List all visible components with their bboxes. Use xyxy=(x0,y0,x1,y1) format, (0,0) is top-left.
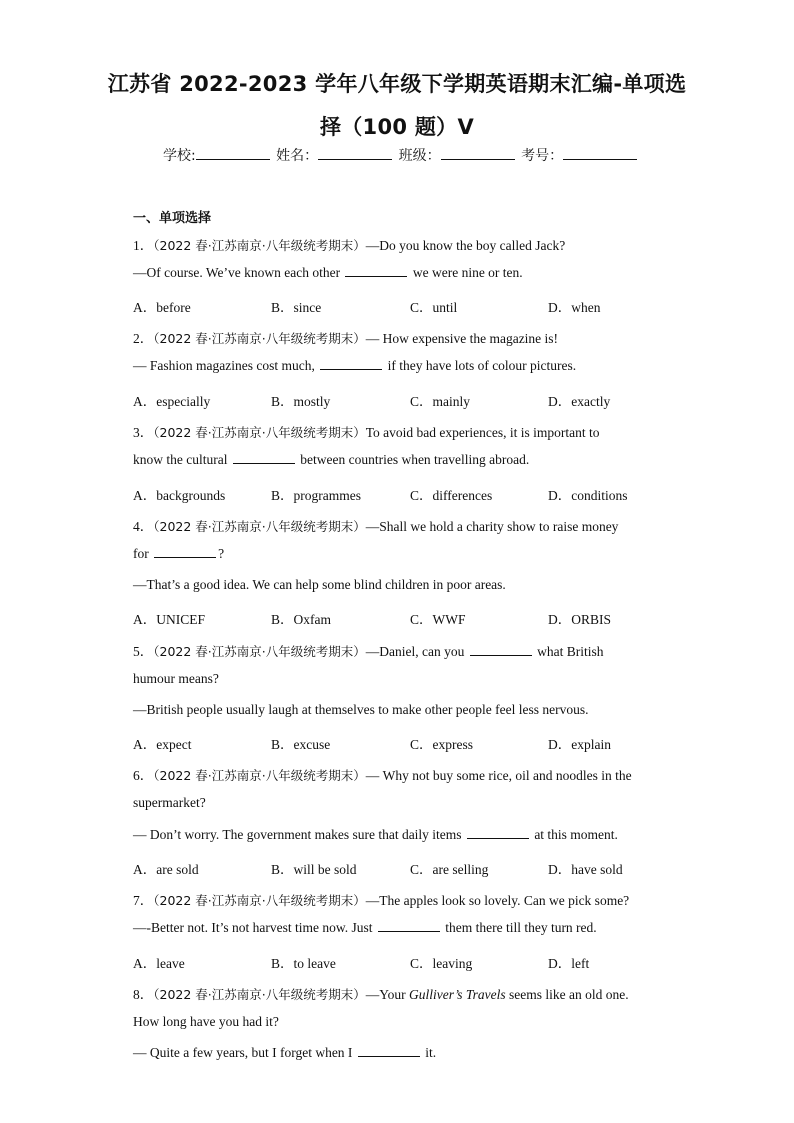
option-d[interactable]: D．explain xyxy=(548,737,611,752)
option-a[interactable]: A．are sold xyxy=(133,862,199,877)
document-title-line1: 江苏省 2022-2023 学年八年级下学期英语期末汇编-单项选 xyxy=(107,72,687,96)
question-3-line2: know the cultural between countries when travelling abroad. xyxy=(133,452,530,467)
document-title-line2: 择（100 题）V xyxy=(319,115,475,139)
school-blank[interactable] xyxy=(196,147,270,160)
answer-blank[interactable] xyxy=(345,265,407,277)
book-title: Gulliver’s Travels xyxy=(409,987,506,1002)
question-7-line2: —-Better not. It’s not harvest time now. Just them there till they turn red. xyxy=(133,920,597,935)
option-a[interactable]: A．expect xyxy=(133,737,192,752)
answer-blank[interactable] xyxy=(233,452,295,464)
option-a[interactable]: A．especially xyxy=(133,394,211,409)
answer-blank[interactable] xyxy=(378,920,440,932)
option-b[interactable]: B．excuse xyxy=(271,737,331,752)
option-c[interactable]: C．until xyxy=(410,300,458,315)
option-d[interactable]: D．conditions xyxy=(548,488,628,503)
option-c[interactable]: C．differences xyxy=(410,488,493,503)
option-c[interactable]: C．leaving xyxy=(410,956,473,971)
option-d[interactable]: D．when xyxy=(548,300,601,315)
option-a[interactable]: A．leave xyxy=(133,956,185,971)
answer-blank[interactable] xyxy=(470,644,532,656)
option-b[interactable]: B．mostly xyxy=(271,394,331,409)
option-a[interactable]: A．before xyxy=(133,300,191,315)
class-blank[interactable] xyxy=(441,147,515,160)
option-b[interactable]: B．to leave xyxy=(271,956,336,971)
school-label: 学校: xyxy=(163,148,196,164)
number-blank[interactable] xyxy=(563,147,637,160)
question-8-line3: — Quite a few years, but I forget when I it. xyxy=(133,1045,437,1060)
student-info-row xyxy=(163,145,639,165)
option-c[interactable]: C．mainly xyxy=(410,394,470,409)
number-label: 考号： xyxy=(521,148,564,164)
class-label: 班级： xyxy=(398,148,441,164)
question-5-line3: —British people usually laugh at themselves to make other people feel less nervous. xyxy=(133,702,589,717)
option-c[interactable]: C．WWF xyxy=(410,612,466,627)
section-title: 一、单项选择 xyxy=(133,211,212,226)
answer-blank[interactable] xyxy=(467,827,529,839)
question-3-stem: 3．（2022 春·江苏南京·八年级统考期末）To avoid bad experiences, it is important to xyxy=(133,425,600,440)
question-2-stem: 2．（2022 春·江苏南京·八年级统考期末）— How expensive the magazine is! xyxy=(133,331,559,346)
question-6-line2: supermarket? xyxy=(133,795,206,810)
option-d[interactable]: D．exactly xyxy=(548,394,611,409)
question-5-stem: 5．（2022 春·江苏南京·八年级统考期末）—Daniel, can you what British xyxy=(133,644,604,659)
name-blank[interactable] xyxy=(318,147,392,160)
question-4-line2: for ? xyxy=(133,546,225,561)
question-4-stem: 4．（2022 春·江苏南京·八年级统考期末）—Shall we hold a charity show to raise money xyxy=(133,519,619,534)
option-a[interactable]: A．backgrounds xyxy=(133,488,226,503)
question-7-stem: 7．（2022 春·江苏南京·八年级统考期末）—The apples look so lovely. Can we pick some? xyxy=(133,893,630,908)
question-1-line2: —Of course. We’ve known each other we were nine or ten. xyxy=(133,265,523,280)
question-6-stem: 6．（2022 春·江苏南京·八年级统考期末）— Why not buy some rice, oil and noodles in the xyxy=(133,768,632,783)
option-b[interactable]: B．will be sold xyxy=(271,862,357,877)
question-4-line3: —That’s a good idea. We can help some blind children in poor areas. xyxy=(133,577,506,592)
option-d[interactable]: D．left xyxy=(548,956,590,971)
name-label: 姓名： xyxy=(276,148,319,164)
option-c[interactable]: C．express xyxy=(410,737,473,752)
answer-blank[interactable] xyxy=(320,358,382,370)
question-1-stem: 1．（2022 春·江苏南京·八年级统考期末）—Do you know the boy called Jack? xyxy=(133,238,566,253)
option-c[interactable]: C．are selling xyxy=(410,862,489,877)
question-6-line3: — Don’t worry. The government makes sure that daily items at this moment. xyxy=(133,827,618,842)
question-2-line2: — Fashion magazines cost much, if they have lots of colour pictures. xyxy=(133,358,577,373)
option-b[interactable]: B．Oxfam xyxy=(271,612,331,627)
answer-blank[interactable] xyxy=(358,1045,420,1057)
option-d[interactable]: D．ORBIS xyxy=(548,612,612,627)
question-8-stem: 8．（2022 春·江苏南京·八年级统考期末）—Your Gulliver’s Travels seems like an old one. xyxy=(133,987,629,1002)
question-5-line2: humour means? xyxy=(133,671,219,686)
answer-blank[interactable] xyxy=(154,546,216,558)
option-a[interactable]: A．UNICEF xyxy=(133,612,206,627)
question-8-line2: How long have you had it? xyxy=(133,1014,279,1029)
option-d[interactable]: D．have sold xyxy=(548,862,623,877)
option-b[interactable]: B．programmes xyxy=(271,488,361,503)
option-b[interactable]: B．since xyxy=(271,300,322,315)
